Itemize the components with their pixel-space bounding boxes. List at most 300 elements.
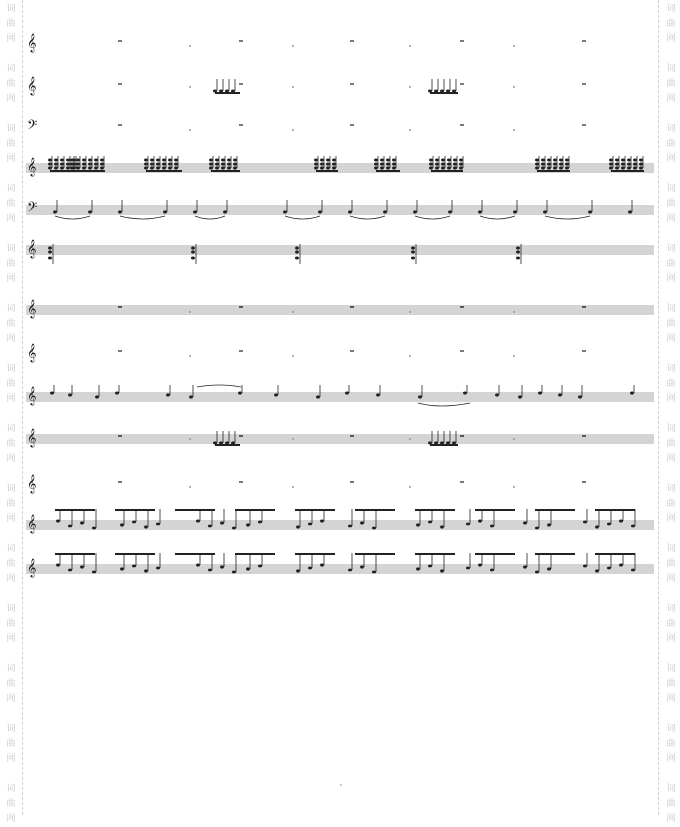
watermark-char: 曲 bbox=[6, 799, 16, 809]
note-head bbox=[320, 167, 324, 170]
note-head bbox=[428, 521, 432, 524]
note-head bbox=[233, 159, 237, 162]
treble-clef-icon: 𝄞 bbox=[27, 343, 37, 362]
note-head bbox=[447, 163, 451, 166]
watermark-char: 词 bbox=[6, 724, 16, 734]
note-head bbox=[639, 167, 643, 170]
watermark-char: 曲 bbox=[6, 319, 16, 329]
note-head bbox=[209, 159, 213, 162]
note-head bbox=[296, 570, 300, 573]
note-head bbox=[559, 159, 563, 162]
note-head bbox=[535, 167, 539, 170]
watermark-char: 曲 bbox=[666, 19, 676, 29]
beam bbox=[535, 509, 575, 511]
watermark-char: 网 bbox=[6, 514, 16, 524]
watermark-char: 曲 bbox=[666, 739, 676, 749]
note-head bbox=[215, 163, 219, 166]
note-head bbox=[583, 521, 587, 524]
watermark-char: 网 bbox=[666, 574, 676, 584]
watermark-char: 曲 bbox=[666, 439, 676, 449]
note-head bbox=[208, 569, 212, 572]
watermark-char: 词 bbox=[666, 124, 676, 134]
note-head bbox=[150, 159, 154, 162]
note-head bbox=[609, 163, 613, 166]
watermark-char: 词 bbox=[666, 604, 676, 614]
note-head bbox=[60, 163, 64, 166]
note-head bbox=[221, 159, 225, 162]
watermark-char: 网 bbox=[666, 394, 676, 404]
dot-mark bbox=[189, 129, 191, 131]
dot-mark bbox=[513, 438, 515, 440]
watermark-char: 网 bbox=[6, 334, 16, 344]
note-head bbox=[463, 392, 467, 395]
note-head bbox=[639, 163, 643, 166]
dot-mark bbox=[409, 486, 411, 488]
note-head bbox=[274, 394, 278, 397]
note-head bbox=[233, 167, 237, 170]
note-head bbox=[316, 396, 320, 399]
watermark-char: 网 bbox=[6, 214, 16, 224]
beam bbox=[595, 553, 635, 555]
note-head bbox=[82, 163, 86, 166]
note-head bbox=[166, 394, 170, 397]
note-head bbox=[144, 167, 148, 170]
note-head bbox=[209, 167, 213, 170]
note-head bbox=[547, 163, 551, 166]
note-head bbox=[386, 159, 390, 162]
beam bbox=[115, 553, 155, 555]
watermark-char: 曲 bbox=[6, 79, 16, 89]
dot-mark bbox=[189, 438, 191, 440]
note-head bbox=[535, 159, 539, 162]
note-head bbox=[380, 167, 384, 170]
note-head bbox=[168, 159, 172, 162]
note-head bbox=[348, 211, 352, 214]
watermark-char: 词 bbox=[666, 424, 676, 434]
note-head bbox=[374, 167, 378, 170]
note-head bbox=[232, 527, 236, 530]
note-head bbox=[440, 526, 444, 529]
note-head bbox=[70, 167, 74, 170]
watermark-char: 网 bbox=[6, 154, 16, 164]
note-head bbox=[541, 159, 545, 162]
note-head bbox=[490, 525, 494, 528]
note-head bbox=[411, 251, 415, 254]
note-head bbox=[215, 159, 219, 162]
note-head bbox=[318, 211, 322, 214]
slur-curve bbox=[197, 385, 241, 387]
note-head bbox=[295, 251, 299, 254]
note-head bbox=[416, 524, 420, 527]
beam bbox=[72, 170, 105, 172]
note-head bbox=[162, 159, 166, 162]
beam bbox=[146, 170, 182, 172]
note-head bbox=[88, 167, 92, 170]
note-head bbox=[70, 163, 74, 166]
note-head bbox=[221, 167, 225, 170]
watermark-char: 词 bbox=[6, 4, 16, 14]
note-head bbox=[441, 159, 445, 162]
dot-mark bbox=[409, 355, 411, 357]
note-head bbox=[314, 159, 318, 162]
beam bbox=[355, 553, 395, 555]
note-head bbox=[633, 163, 637, 166]
note-head bbox=[48, 167, 52, 170]
note-head bbox=[411, 257, 415, 260]
note-head bbox=[88, 211, 92, 214]
note-head bbox=[595, 526, 599, 529]
note-head bbox=[320, 159, 324, 162]
note-head bbox=[82, 167, 86, 170]
note-head bbox=[56, 520, 60, 523]
note-head bbox=[547, 568, 551, 571]
beam bbox=[295, 553, 335, 555]
tie-curve bbox=[480, 216, 515, 219]
note-head bbox=[100, 167, 104, 170]
note-head bbox=[547, 159, 551, 162]
dot-mark bbox=[292, 438, 294, 440]
watermark-char: 曲 bbox=[6, 19, 16, 29]
beam bbox=[430, 444, 458, 446]
note-head bbox=[516, 247, 520, 250]
watermark-char: 曲 bbox=[666, 379, 676, 389]
watermark-char: 网 bbox=[666, 514, 676, 524]
note-head bbox=[639, 159, 643, 162]
dot-mark bbox=[292, 45, 294, 47]
watermark-char: 曲 bbox=[666, 679, 676, 689]
watermark-char: 网 bbox=[6, 754, 16, 764]
beam bbox=[537, 170, 570, 172]
note-head bbox=[92, 571, 96, 574]
watermark-char: 曲 bbox=[666, 199, 676, 209]
note-head bbox=[223, 211, 227, 214]
note-head bbox=[541, 167, 545, 170]
tie-curve bbox=[195, 216, 225, 219]
note-head bbox=[631, 525, 635, 528]
note-head bbox=[82, 159, 86, 162]
note-head bbox=[56, 564, 60, 567]
note-head bbox=[115, 392, 119, 395]
note-head bbox=[447, 159, 451, 162]
note-head bbox=[326, 167, 330, 170]
beam bbox=[215, 444, 240, 446]
dot-mark bbox=[189, 45, 191, 47]
note-head bbox=[558, 394, 562, 397]
beam bbox=[115, 509, 155, 511]
note-head bbox=[314, 167, 318, 170]
watermark-char: 词 bbox=[6, 304, 16, 314]
note-head bbox=[174, 167, 178, 170]
note-head bbox=[559, 163, 563, 166]
note-head bbox=[320, 163, 324, 166]
note-head bbox=[144, 163, 148, 166]
note-head bbox=[156, 167, 160, 170]
dot-mark bbox=[409, 438, 411, 440]
dot-mark bbox=[409, 45, 411, 47]
note-head bbox=[547, 167, 551, 170]
beam bbox=[535, 553, 575, 555]
note-head bbox=[227, 159, 231, 162]
note-head bbox=[94, 167, 98, 170]
note-head bbox=[88, 163, 92, 166]
beam bbox=[611, 170, 644, 172]
note-head bbox=[607, 567, 611, 570]
note-head bbox=[54, 167, 58, 170]
note-head bbox=[48, 247, 52, 250]
note-head bbox=[348, 569, 352, 572]
treble-clef-icon: 𝄞 bbox=[27, 558, 37, 577]
note-head bbox=[120, 524, 124, 527]
note-head bbox=[495, 394, 499, 397]
note-head bbox=[332, 163, 336, 166]
note-head bbox=[565, 159, 569, 162]
note-head bbox=[588, 211, 592, 214]
note-head bbox=[144, 570, 148, 573]
treble-clef-icon: 𝄞 bbox=[27, 428, 37, 447]
tie-curve bbox=[55, 216, 90, 219]
note-head bbox=[513, 211, 517, 214]
note-head bbox=[621, 163, 625, 166]
note-head bbox=[295, 247, 299, 250]
watermark-char: 词 bbox=[6, 784, 16, 794]
note-head bbox=[168, 167, 172, 170]
note-head bbox=[428, 565, 432, 568]
note-head bbox=[283, 211, 287, 214]
dot-mark bbox=[513, 129, 515, 131]
watermark-char: 曲 bbox=[6, 739, 16, 749]
watermark-char: 曲 bbox=[666, 139, 676, 149]
note-head bbox=[447, 167, 451, 170]
note-head bbox=[156, 163, 160, 166]
dot-mark bbox=[292, 355, 294, 357]
beam bbox=[55, 553, 95, 555]
watermark-char: 词 bbox=[666, 784, 676, 794]
watermark-char: 词 bbox=[6, 424, 16, 434]
note-head bbox=[429, 167, 433, 170]
note-head bbox=[258, 521, 262, 524]
watermark-char: 词 bbox=[666, 4, 676, 14]
note-head bbox=[174, 159, 178, 162]
note-head bbox=[372, 527, 376, 530]
dot-mark bbox=[189, 355, 191, 357]
note-head bbox=[296, 526, 300, 529]
note-head bbox=[516, 251, 520, 254]
watermark-char: 曲 bbox=[6, 679, 16, 689]
note-head bbox=[227, 167, 231, 170]
note-head bbox=[118, 211, 122, 214]
note-head bbox=[541, 163, 545, 166]
note-head bbox=[258, 565, 262, 568]
watermark-char: 曲 bbox=[6, 139, 16, 149]
beam bbox=[415, 509, 455, 511]
note-head bbox=[478, 564, 482, 567]
dot-mark bbox=[292, 311, 294, 313]
note-head bbox=[553, 163, 557, 166]
bass-clef-icon: 𝄢 bbox=[27, 117, 38, 136]
note-head bbox=[92, 527, 96, 530]
watermark-char: 词 bbox=[6, 64, 16, 74]
note-head bbox=[295, 257, 299, 260]
note-head bbox=[466, 567, 470, 570]
beam bbox=[355, 509, 395, 511]
note-head bbox=[174, 163, 178, 166]
note-head bbox=[66, 163, 70, 166]
note-head bbox=[168, 163, 172, 166]
tie-curve bbox=[415, 216, 450, 219]
note-head bbox=[246, 568, 250, 571]
note-head bbox=[615, 163, 619, 166]
note-head bbox=[633, 167, 637, 170]
note-head bbox=[559, 167, 563, 170]
note-head bbox=[553, 167, 557, 170]
watermark-char: 曲 bbox=[6, 619, 16, 629]
note-head bbox=[633, 159, 637, 162]
note-head bbox=[70, 159, 74, 162]
dot-mark bbox=[189, 86, 191, 88]
note-head bbox=[156, 159, 160, 162]
note-head bbox=[208, 525, 212, 528]
watermark-char: 网 bbox=[666, 274, 676, 284]
note-head bbox=[221, 163, 225, 166]
note-head bbox=[68, 525, 72, 528]
watermark-char: 词 bbox=[666, 364, 676, 374]
note-head bbox=[156, 523, 160, 526]
dot-mark bbox=[292, 86, 294, 88]
dot-mark bbox=[513, 486, 515, 488]
treble-clef-icon: 𝄞 bbox=[27, 474, 37, 493]
watermark-char: 词 bbox=[6, 364, 16, 374]
watermark-char: 网 bbox=[6, 694, 16, 704]
note-head bbox=[441, 167, 445, 170]
dot-mark bbox=[409, 129, 411, 131]
note-head bbox=[232, 571, 236, 574]
note-head bbox=[162, 163, 166, 166]
beam bbox=[175, 553, 215, 555]
note-head bbox=[48, 163, 52, 166]
note-head bbox=[538, 392, 542, 395]
note-head bbox=[459, 167, 463, 170]
note-head bbox=[66, 167, 70, 170]
watermark-char: 网 bbox=[6, 394, 16, 404]
note-head bbox=[132, 521, 136, 524]
note-head bbox=[233, 163, 237, 166]
note-head bbox=[227, 163, 231, 166]
note-head bbox=[345, 392, 349, 395]
note-head bbox=[60, 167, 64, 170]
note-head bbox=[478, 520, 482, 523]
note-head bbox=[478, 211, 482, 214]
treble-clef-icon: 𝄞 bbox=[27, 33, 37, 52]
beam bbox=[215, 92, 240, 94]
note-head bbox=[308, 523, 312, 526]
watermark-char: 词 bbox=[666, 544, 676, 554]
note-head bbox=[196, 520, 200, 523]
watermark-char: 曲 bbox=[6, 199, 16, 209]
note-head bbox=[627, 163, 631, 166]
beam bbox=[595, 509, 635, 511]
note-head bbox=[94, 159, 98, 162]
watermark-char: 网 bbox=[6, 94, 16, 104]
note-head bbox=[95, 396, 99, 399]
note-head bbox=[320, 564, 324, 567]
note-head bbox=[332, 159, 336, 162]
watermark-char: 网 bbox=[6, 634, 16, 644]
bass-clef-icon: 𝄢 bbox=[27, 199, 38, 218]
dot-mark bbox=[513, 45, 515, 47]
note-head bbox=[326, 159, 330, 162]
note-head bbox=[120, 568, 124, 571]
note-head bbox=[326, 163, 330, 166]
note-head bbox=[332, 167, 336, 170]
note-head bbox=[380, 163, 384, 166]
note-head bbox=[459, 163, 463, 166]
note-head bbox=[386, 163, 390, 166]
watermark-char: 曲 bbox=[666, 259, 676, 269]
watermark-char: 曲 bbox=[6, 499, 16, 509]
note-head bbox=[619, 564, 623, 567]
note-head bbox=[595, 570, 599, 573]
note-head bbox=[621, 167, 625, 170]
watermark-char: 曲 bbox=[6, 439, 16, 449]
watermark-char: 网 bbox=[666, 214, 676, 224]
note-head bbox=[453, 163, 457, 166]
note-head bbox=[76, 167, 80, 170]
watermark-char: 曲 bbox=[666, 319, 676, 329]
note-head bbox=[429, 163, 433, 166]
note-head bbox=[583, 565, 587, 568]
watermark-char: 词 bbox=[666, 724, 676, 734]
tie-curve bbox=[545, 216, 590, 219]
note-head bbox=[631, 569, 635, 572]
watermark-char: 网 bbox=[6, 274, 16, 284]
tie-curve bbox=[120, 216, 165, 219]
note-head bbox=[348, 525, 352, 528]
beam bbox=[175, 509, 215, 511]
tie-curve bbox=[350, 216, 385, 219]
watermark-char: 词 bbox=[6, 544, 16, 554]
watermark-char: 网 bbox=[666, 694, 676, 704]
note-head bbox=[132, 565, 136, 568]
watermark-char: 词 bbox=[666, 304, 676, 314]
note-head bbox=[413, 211, 417, 214]
watermark-char: 网 bbox=[6, 814, 16, 824]
note-head bbox=[308, 567, 312, 570]
treble-clef-icon: 𝄞 bbox=[27, 157, 37, 176]
note-head bbox=[615, 167, 619, 170]
watermark-char: 词 bbox=[666, 664, 676, 674]
note-head bbox=[547, 524, 551, 527]
note-head bbox=[220, 566, 224, 569]
note-head bbox=[53, 211, 57, 214]
note-head bbox=[453, 167, 457, 170]
note-head bbox=[191, 251, 195, 254]
dot-mark bbox=[292, 129, 294, 131]
note-head bbox=[191, 257, 195, 260]
note-head bbox=[100, 163, 104, 166]
dot-mark bbox=[513, 86, 515, 88]
note-head bbox=[440, 570, 444, 573]
watermark-char: 网 bbox=[666, 754, 676, 764]
beam bbox=[430, 92, 458, 94]
note-head bbox=[435, 167, 439, 170]
dot-mark bbox=[409, 86, 411, 88]
watermark-char: 曲 bbox=[666, 79, 676, 89]
treble-clef-icon: 𝄞 bbox=[27, 76, 37, 95]
note-head bbox=[619, 520, 623, 523]
watermark-char: 词 bbox=[6, 124, 16, 134]
watermark-char: 网 bbox=[6, 454, 16, 464]
note-head bbox=[68, 394, 72, 397]
